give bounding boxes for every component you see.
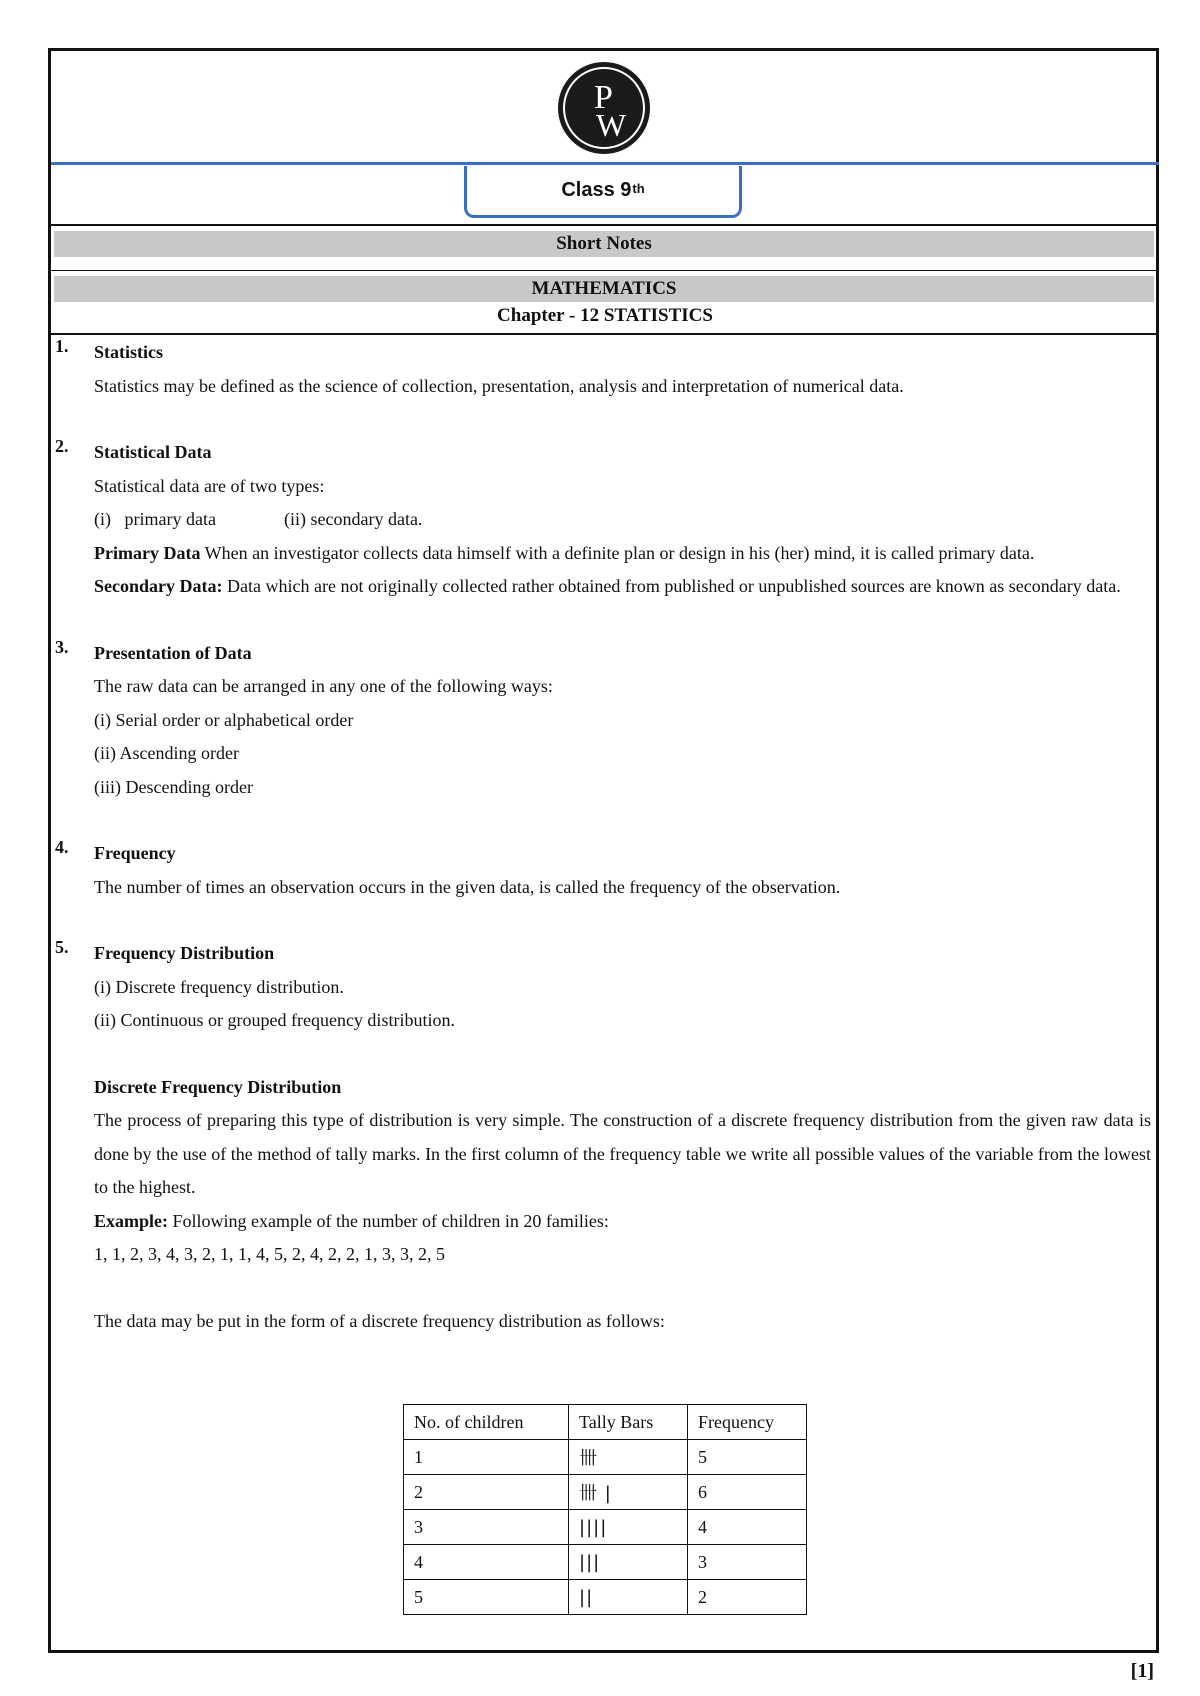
section-title: Frequency (94, 843, 176, 863)
table-cell: 2 (404, 1475, 569, 1510)
section-body: The number of times an observation occurs in the given data, is called the frequency of the observation. (94, 876, 841, 897)
divider (51, 270, 1159, 271)
frequency-table (403, 1404, 807, 1615)
data-types (94, 503, 1151, 537)
secondary-data-text: Data which are not originally collected rather obtained from published or unpublished sources are known as secondary data. (222, 576, 1121, 596)
table-cell: 4 (688, 1510, 807, 1545)
section-number: 2. (55, 436, 69, 456)
section-frequency (55, 837, 1151, 904)
short-notes-band: Short Notes (54, 231, 1154, 257)
table-cell: 1 (404, 1440, 569, 1475)
tally-cell: |||| (569, 1510, 688, 1545)
list-item: (i) Discrete frequency distribution. (94, 976, 344, 997)
section-title: Frequency Distribution (94, 943, 275, 963)
section-number: 1. (55, 336, 69, 356)
class-label-box (464, 166, 742, 218)
section-number: 5. (55, 937, 69, 957)
column-header: No. of children (404, 1405, 569, 1440)
table-row (404, 1510, 807, 1545)
list-item: (ii) Ascending order (94, 743, 239, 763)
subsection-body: The process of preparing this type of distribution is very simple. The construction of a discrete frequency distribution from the given raw data is done by the use of the method of tally marks. In the first column of the frequency table we write all possible values of the variable from the lowest to the highest. (94, 1110, 1151, 1197)
secondary-data-label: Secondary Data: (94, 576, 223, 596)
example-label: Example: (94, 1210, 168, 1231)
subsection-title: Discrete Frequency Distribution (94, 1076, 342, 1097)
section-frequency-distribution (55, 937, 1151, 1338)
list-item: (i) Serial order or alphabetical order (94, 709, 354, 730)
table-cell: 3 (688, 1545, 807, 1580)
table-cell: 2 (688, 1580, 807, 1615)
section-statistical-data (55, 436, 1151, 604)
section-title: Statistical Data (94, 442, 212, 462)
page-number: [1] (1130, 1660, 1154, 1682)
table-cell: 5 (688, 1440, 807, 1475)
list-item: (iii) Descending order (94, 776, 253, 797)
table-cell: 6 (688, 1475, 807, 1510)
section-title: Statistics (94, 342, 163, 362)
example-text: Following example of the number of children in 20 families: (168, 1210, 609, 1231)
subject-band: MATHEMATICS (54, 276, 1154, 302)
table-row (404, 1545, 807, 1580)
notes-content (55, 336, 1151, 1338)
table-row (404, 1580, 807, 1615)
chapter-title: Chapter - 12 STATISTICS (497, 305, 713, 326)
type-primary: (i) primary data (94, 509, 216, 529)
pw-logo (556, 60, 652, 156)
type-secondary: (ii) secondary data. (284, 509, 423, 529)
table-cell: 4 (404, 1545, 569, 1580)
example-data: 1, 1, 2, 3, 4, 3, 2, 1, 1, 4, 5, 2, 4, 2, 2, 1, 3, 3, 2, 5 (94, 1244, 445, 1264)
section-statistics (55, 336, 1151, 403)
divider (51, 333, 1159, 335)
column-header: Frequency (688, 1405, 807, 1440)
primary-data-text: When an investigator collects data himself with a definite plan or design in his (her) mind, it is called primary data. (200, 542, 1035, 563)
table-intro: The data may be put in the form of a discrete frequency distribution as follows: (94, 1310, 665, 1331)
svg-text:W: W (596, 107, 627, 143)
column-header: Tally Bars (569, 1405, 688, 1440)
section-number: 4. (55, 837, 69, 857)
table-row (404, 1475, 807, 1510)
table-header-row (404, 1405, 807, 1440)
svg-text:P: P (594, 79, 613, 116)
class-label-sup: th (632, 181, 645, 196)
primary-data-label: Primary Data (94, 542, 201, 563)
primary-data-definition (94, 537, 1151, 571)
list-item: (ii) Continuous or grouped frequency distribution. (94, 1010, 455, 1030)
table-cell: 3 (404, 1510, 569, 1545)
table-cell: 5 (404, 1580, 569, 1615)
example-line (94, 1205, 1151, 1239)
header-blue-rule (51, 162, 1159, 165)
section-presentation (55, 637, 1151, 805)
section-title: Presentation of Data (94, 642, 252, 663)
tally-cell: || (569, 1580, 688, 1615)
section-intro: The raw data can be arranged in any one of the following ways: (94, 676, 553, 696)
class-label: Class 9 (561, 179, 632, 201)
tally-cell: ||| (569, 1545, 688, 1580)
secondary-data-definition (94, 570, 1151, 604)
section-intro: Statistical data are of two types: (94, 475, 325, 496)
tally-cell: 卌 | (569, 1475, 688, 1510)
divider (51, 224, 1159, 226)
section-number: 3. (55, 636, 69, 657)
table-row (404, 1440, 807, 1475)
section-body: Statistics may be defined as the science of collection, presentation, analysis and interpretation of numerical data. (94, 375, 904, 396)
tally-cell: 卌 (569, 1440, 688, 1475)
